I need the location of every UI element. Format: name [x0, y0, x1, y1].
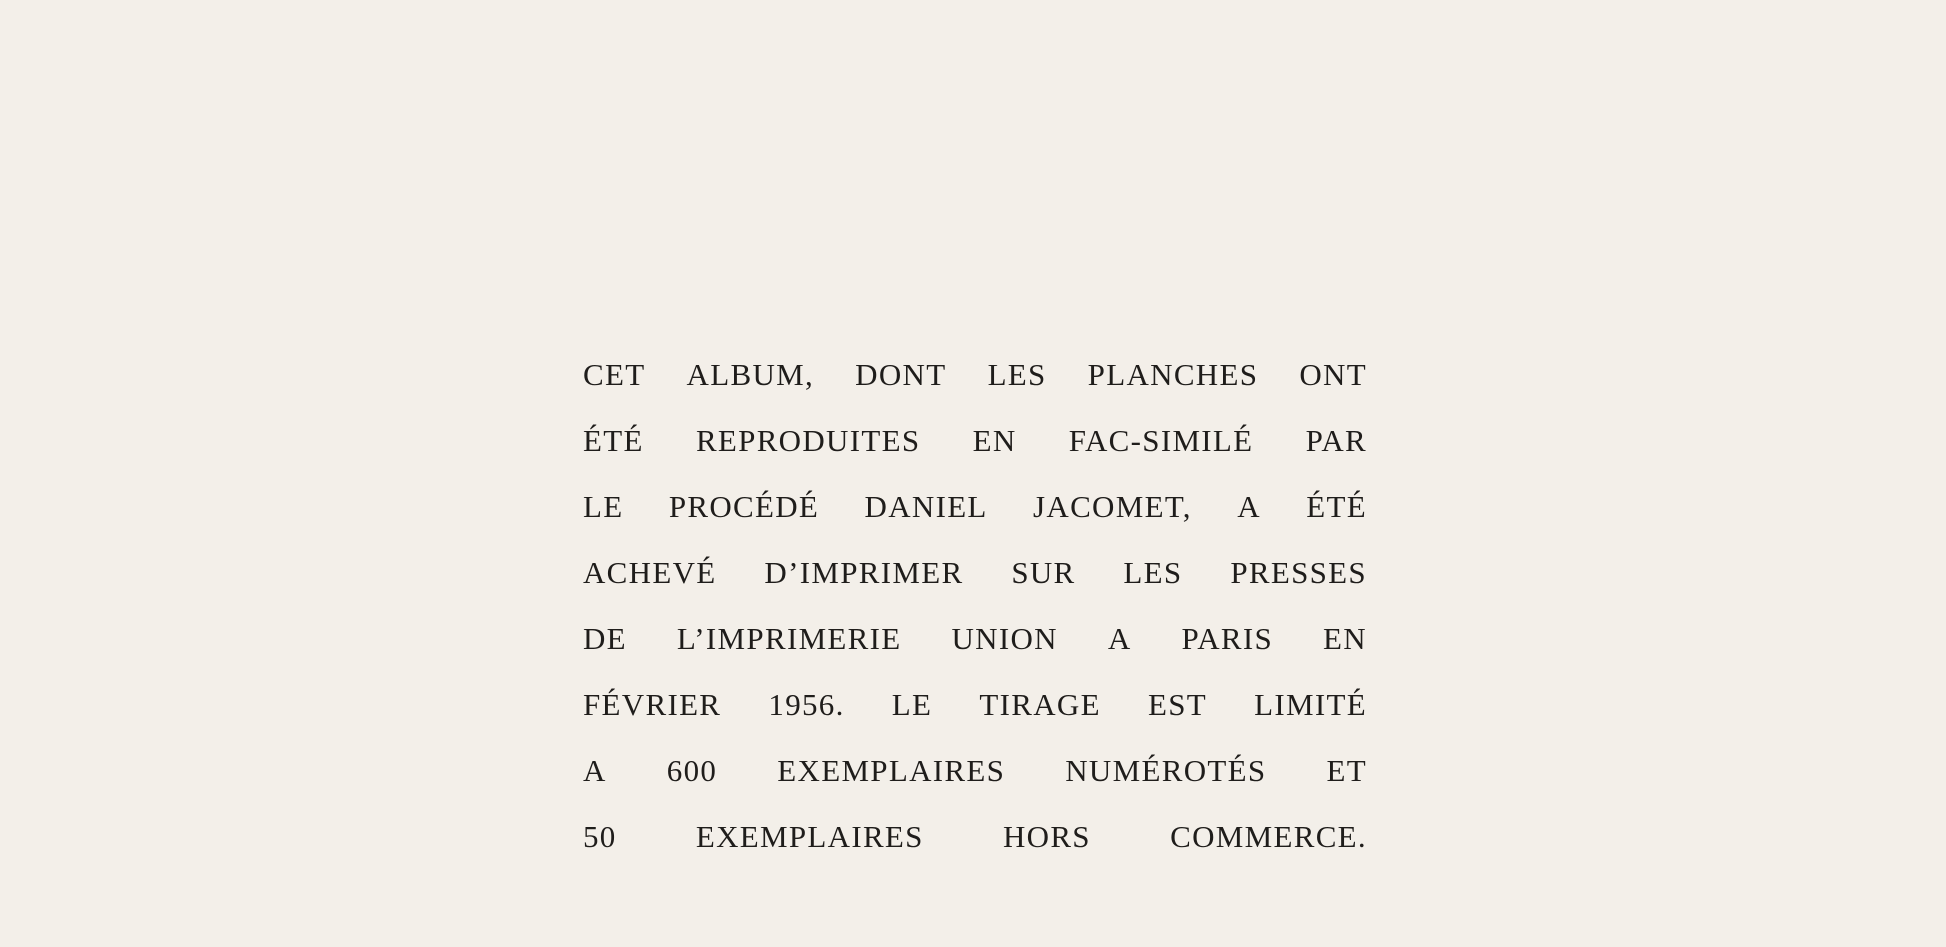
colophon-line-7	[583, 738, 1367, 804]
word: ÉTÉ	[1306, 489, 1367, 524]
word: EXEMPLAIRES	[695, 819, 924, 854]
word: CET	[583, 357, 646, 392]
word: PAR	[1305, 423, 1367, 458]
word: UNION	[951, 621, 1058, 656]
word: A	[1107, 621, 1132, 656]
word: TIRAGE	[979, 687, 1101, 722]
word: LE	[891, 687, 933, 722]
word: LE	[583, 489, 624, 524]
colophon-line-3	[583, 474, 1367, 540]
word: DE	[583, 621, 627, 656]
word: PLANCHES	[1087, 357, 1259, 392]
word: ALBUM,	[686, 357, 815, 392]
word: L’IMPRIMERIE	[676, 621, 902, 656]
word: SUR	[1011, 555, 1076, 590]
word: NUMÉROTÉS	[1065, 753, 1267, 788]
word: D’IMPRIMER	[764, 555, 964, 590]
word: PROCÉDÉ	[668, 489, 820, 524]
colophon-line-4	[583, 540, 1367, 606]
colophon-line-5	[583, 606, 1367, 672]
word: A	[583, 753, 607, 788]
word: FÉVRIER	[583, 687, 722, 722]
word: ONT	[1299, 357, 1367, 392]
colophon-text	[583, 342, 1367, 870]
word: COMMERCE.	[1170, 819, 1367, 854]
word: LES	[1123, 555, 1183, 590]
word: EXEMPLAIRES	[777, 753, 1006, 788]
word: EST	[1147, 687, 1207, 722]
colophon-line-1	[583, 342, 1367, 408]
word: ACHEVÉ	[583, 555, 717, 590]
colophon-line-2	[583, 408, 1367, 474]
word: EN	[972, 423, 1017, 458]
word: FAC-SIMILÉ	[1068, 423, 1254, 458]
word: 1956.	[768, 687, 845, 722]
word: LES	[987, 357, 1047, 392]
word: A	[1237, 489, 1261, 524]
word: EN	[1323, 621, 1367, 656]
word: ET	[1326, 753, 1367, 788]
colophon-line-8	[583, 804, 1367, 870]
word: DANIEL	[864, 489, 988, 524]
word: PARIS	[1181, 621, 1274, 656]
word: ÉTÉ	[583, 423, 644, 458]
word: HORS	[1002, 819, 1091, 854]
word: 50	[583, 819, 617, 854]
word: LIMITÉ	[1254, 687, 1367, 722]
word: PRESSES	[1230, 555, 1367, 590]
colophon-line-6	[583, 672, 1367, 738]
word: JACOMET,	[1033, 489, 1192, 524]
word: DONT	[855, 357, 947, 392]
word: REPRODUITES	[695, 423, 921, 458]
word: 600	[666, 753, 718, 788]
